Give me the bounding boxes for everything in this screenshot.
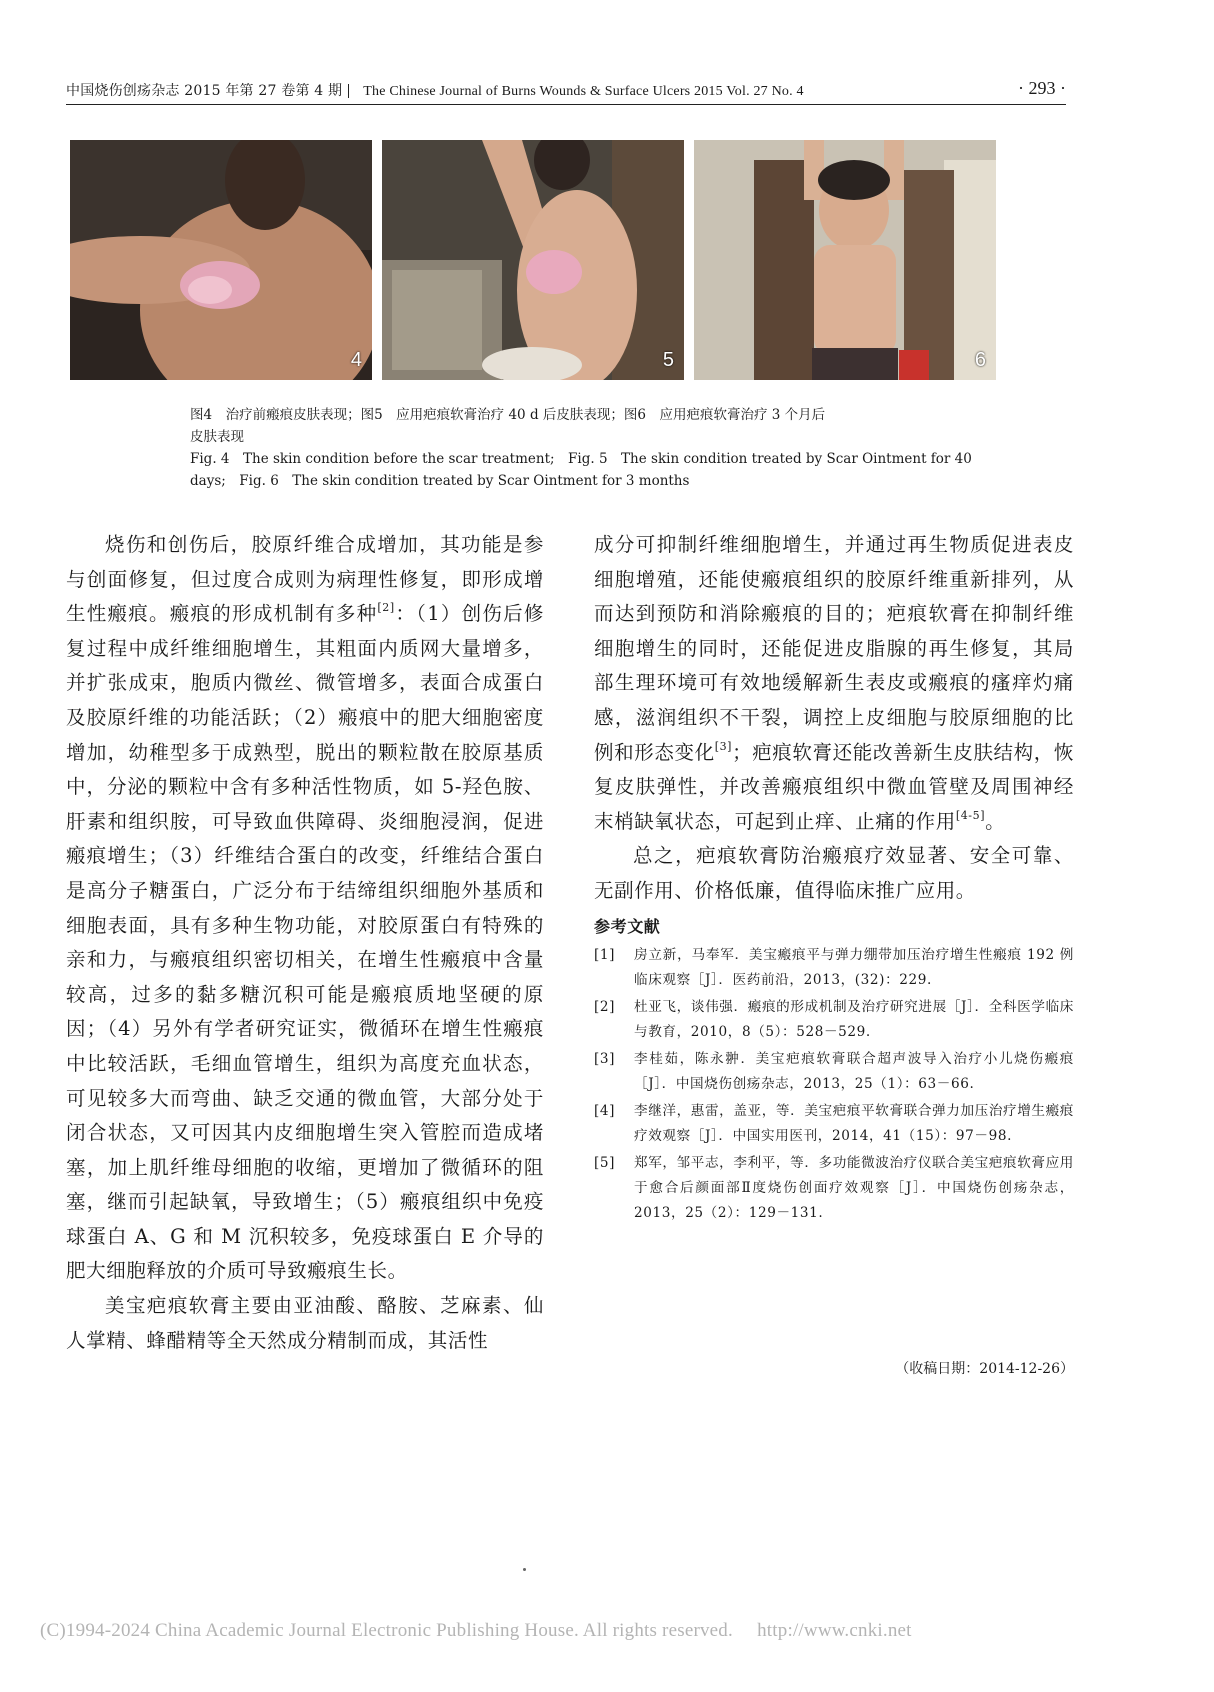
caption-en-line-2: days; Fig. 6 The skin condition treated by Scar Ointment for 3 months (190, 473, 690, 489)
caption-en-line-1: Fig. 4 The skin condition before the scar treatment; Fig. 5 The skin condition treated by Scar Ointment for 40 (190, 451, 972, 467)
running-header (66, 80, 1066, 105)
figure-5-label: 5 (662, 349, 674, 371)
figure-5-photo (382, 140, 684, 380)
reference-item (594, 1047, 1074, 1097)
reference-number: [1] (594, 946, 616, 963)
reference-list (594, 943, 1074, 1226)
page-number: · 293 · (1018, 78, 1066, 98)
reference-number: [5] (594, 1154, 616, 1171)
copyright-footer: (C)1994-2024 China Academic Journal Electronic Publishing House. All rights reserved. http://www.cnki.net (40, 1620, 912, 1641)
p3-text-c: 。 (985, 809, 1006, 833)
received-date: （收稿日期：2014-12-26） (895, 1361, 1074, 1377)
reference-number: [4] (594, 1102, 616, 1119)
figure-4-label: 4 (350, 349, 362, 371)
header-journal-en: The Chinese Journal of Burns Wounds & Surface Ulcers 2015 Vol. 27 No. 4 (363, 84, 804, 99)
reference-text: 郑军，邹平志，李利平，等．多功能微波治疗仪联合美宝疤痕软膏应用于愈合后颜面部Ⅱ度烧伤创面疗效观察［J］．中国烧伤创疡杂志，2013，25（2）：129－131. (634, 1154, 1075, 1221)
reference-text: 李继洋，惠雷，盖亚，等．美宝疤痕平软膏联合弹力加压治疗增生瘢痕疗效观察［J］．中国实用医刊，2014，41（15）：97－98. (634, 1102, 1075, 1144)
right-column (594, 528, 1074, 1228)
reference-text: 房立新，马奉军．美宝瘢痕平与弹力绷带加压治疗增生性瘢痕 192 例临床观察［J］．医药前沿，2013，(32)：229. (634, 946, 1074, 988)
caption-cn-line-2: 皮肤表现 (190, 429, 244, 445)
reference-item (594, 943, 1074, 993)
caption-cn-line-1: 图4 治疗前瘢痕皮肤表现；图5 应用疤痕软膏治疗 40 d 后皮肤表现；图6 应用疤痕软膏治疗 3 个月后 (190, 407, 826, 423)
header-divider (348, 84, 357, 98)
body-paragraph-1 (66, 528, 544, 1289)
p1-text-b: ：（1）创伤后修复过程中成纤维细胞增生，其粗面内质网大量增多，并扩张成束，胞质内微丝、微管增多，表面合成蛋白及胶原纤维的功能活跃；（2）瘢痕中的肥大细胞密度增加，幼稚型多于成熟型，脱出的颗粒散在胶原基质中，分泌的颗粒中含有多种活性物质，如 5-羟色胺、肝素和组织胺，可导致血供障碍、炎细胞浸润，促进瘢痕增生；（3）纤维结合蛋白的改变，纤维结合蛋白是高分子糖蛋白，广泛分布于结缔组织细胞外基质和细胞表面，具有多种生物功能，对胶原蛋白有特殊的亲和力，与瘢痕组织密切相关，在增生性瘢痕中含量较高，过多的黏多糖沉积可能是瘢痕质地坚硬的原因；（4）另外有学者研究证实，微循环在增生性瘢痕中比较活跃，毛细血管增生，组织为高度充血状态，可见较多大而弯曲、缺乏交通的微血管，大部分处于闭合状态，又可因其内皮细胞增生突入管腔而造成堵塞，加上肌纤维母细胞的收缩，更增加了微循环的阻塞，继而引起缺氧，导致增生；（5）瘢痕组织中免疫球蛋白 A、G 和 M 沉积较多，免疫球蛋白 E 介导的肥大细胞释放的介质可导致瘢痕生长。 (66, 602, 544, 1283)
reference-text: 杜亚飞，谈伟强．瘢痕的形成机制及治疗研究进展［J］．全科医学临床与教育，2010，8（5）：528－529. (634, 998, 1074, 1040)
body-paragraph-4: 总之，疤痕软膏防治瘢痕疗效显著、安全可靠、无副作用、价格低廉，值得临床推广应用。 (594, 844, 1074, 902)
figure-6-label: 6 (974, 349, 986, 371)
citation-2: [2] (377, 601, 395, 615)
body-paragraph-2: 美宝疤痕软膏主要由亚油酸、酪胺、芝麻素、仙人掌精、蜂醋精等全天然成分精制而成，其活性 (66, 1294, 544, 1352)
p1-text-a: 烧伤和创伤后，胶原纤维合成增加，其功能是参与创面修复，但过度合成则为病理性修复，即形成增生性瘢痕。瘢痕的形成机制有多种 (66, 533, 544, 626)
left-column (66, 528, 544, 1358)
citation-4-5: [4-5] (955, 808, 986, 822)
stray-dot (523, 1568, 526, 1571)
reference-text: 李桂茹，陈永翀．美宝疤痕软膏联合超声波导入治疗小儿烧伤瘢痕［J］．中国烧伤创疡杂志，2013，25（1）：63－66. (634, 1050, 1074, 1092)
citation-3: [3] (714, 739, 733, 753)
reference-number: [2] (594, 998, 616, 1015)
figure-4-photo (70, 140, 372, 380)
p3-text-b: ；疤痕软膏还能改善新生皮肤结构，恢复皮肤弹性，并改善瘢痕组织中微血管壁及周围神经末梢缺氧状态，可起到止痒、止痛的作用 (594, 740, 1074, 833)
reference-item (594, 995, 1074, 1045)
p3-text-a: 成分可抑制纤维细胞增生，并通过再生物质促进表皮细胞增殖，还能使瘢痕组织的胶原纤维重新排列，从而达到预防和消除瘢痕的目的；疤痕软膏在抑制纤维细胞增生的同时，还能促进皮脂腺的再生修复，其局部生理环境可有效地缓解新生表皮或瘢痕的瘙痒灼痛感，滋润组织不干裂，调控上皮细胞与胶原细胞的比例和形态变化 (594, 533, 1074, 764)
figure-6-photo (694, 140, 996, 380)
reference-item (594, 1151, 1074, 1226)
body-paragraph-3 (594, 528, 1074, 839)
header-journal-cn: 中国烧伤创疡杂志 2015 年第 27 卷第 4 期 (66, 83, 343, 99)
reference-number: [3] (594, 1050, 616, 1067)
reference-item (594, 1099, 1074, 1149)
figure-caption (190, 404, 980, 492)
references-heading: 参考文献 (594, 916, 661, 936)
